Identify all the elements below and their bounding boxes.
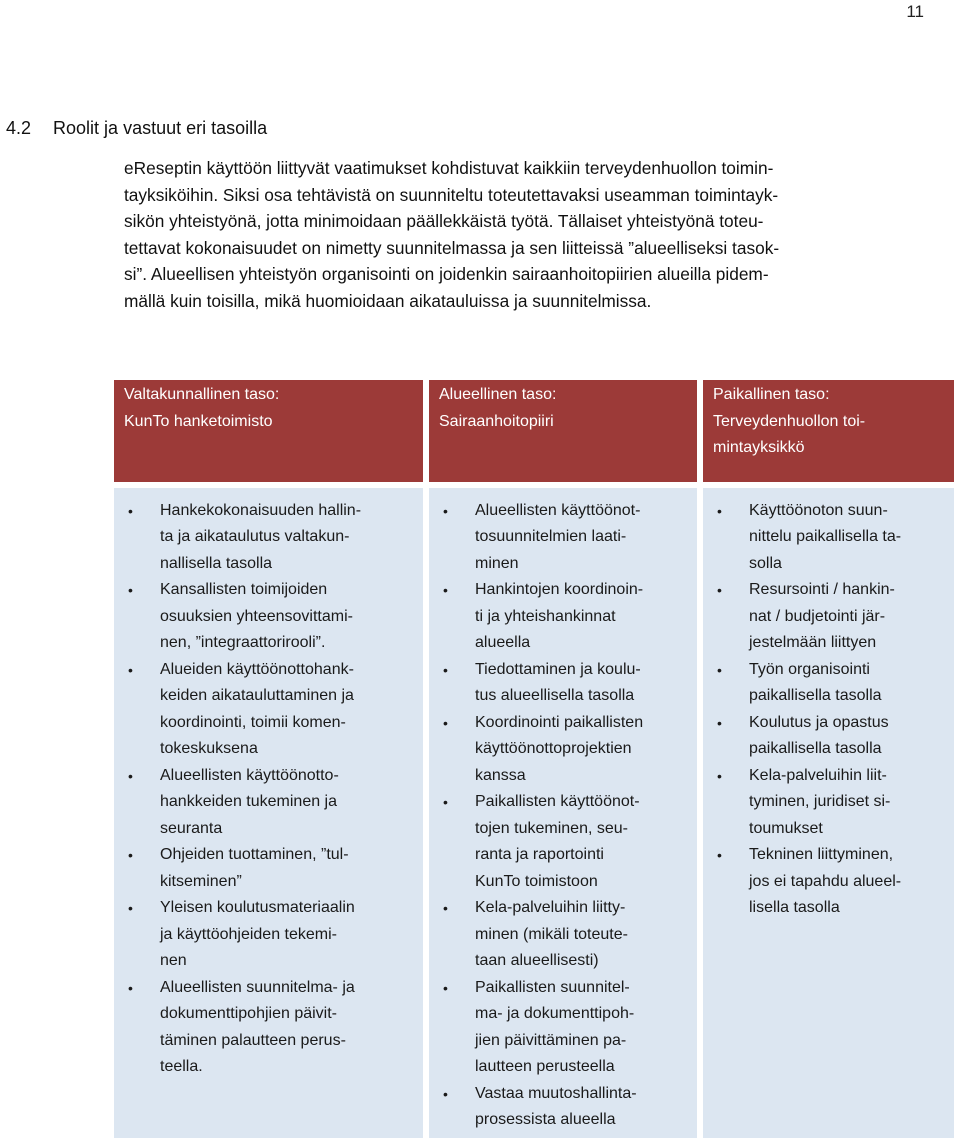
column-header-line: Terveydenhuollon toi- <box>713 412 866 430</box>
list-item-line: alueella <box>475 634 531 651</box>
list-item-line: • Tiedottaminen ja koulu- <box>475 660 641 678</box>
list-item-line: paikallisella tasolla <box>749 740 882 757</box>
list-item-line: lautteen perusteella <box>475 1058 615 1075</box>
list-item-line: nittelu paikallisella ta- <box>749 528 902 545</box>
column-header-line: Valtakunnallinen taso: <box>124 386 280 403</box>
list-item-line: minen (mikäli toteute- <box>475 925 628 943</box>
list-item-line: tokeskuksena <box>160 740 258 757</box>
list-item-line: • Resursointi / hankin- <box>749 581 895 598</box>
list-item <box>122 842 417 895</box>
list-item-line: ranta ja raportointi <box>475 846 604 863</box>
role-list-local <box>711 498 948 922</box>
list-item-line: tus alueellisella tasolla <box>475 687 635 704</box>
list-item-line: • Alueellisten käyttöönot- <box>475 501 641 519</box>
list-item-line: prosessista alueella <box>475 1111 616 1128</box>
list-item-line: • Paikallisten käyttöönot- <box>475 793 640 810</box>
list-item-line: tyminen, juridiset si- <box>749 793 891 810</box>
column-header-regional <box>426 380 700 485</box>
list-item-line: dokumenttipohjien päivit- <box>160 1005 337 1022</box>
roles-table <box>114 380 954 1138</box>
list-item-line: tosuunnitelmien laati- <box>475 528 627 545</box>
column-header-local <box>700 380 954 485</box>
list-item-line: keiden aikatauluttaminen ja <box>160 687 354 704</box>
list-item-line: nen, ”integraattorirooli”. <box>160 634 326 651</box>
list-item <box>122 895 417 975</box>
list-item-line: teella. <box>160 1058 203 1075</box>
list-item-line: jestelmään liittyen <box>749 634 877 651</box>
list-item <box>711 657 948 710</box>
list-item-line: solla <box>749 554 782 572</box>
list-item-line: koordinointi, toimii komen- <box>160 713 346 731</box>
list-item-line: nallisella tasolla <box>160 554 273 572</box>
list-item <box>711 763 948 843</box>
paragraph-line: si”. Alueellisen yhteistyön organisointi on joidenkin sairaanhoitopiirien alueilla pidem- <box>124 264 769 285</box>
column-header-line: Alueellinen taso: <box>439 386 557 403</box>
list-item-line: täminen palautteen perus- <box>160 1031 346 1049</box>
column-cell-regional <box>426 485 700 1138</box>
list-item-line: ma- ja dokumenttipoh- <box>475 1005 635 1022</box>
role-list-national <box>122 498 417 1081</box>
roles-table-body-row <box>114 485 954 1138</box>
paragraph-line: eReseptin käyttöön liittyvät vaatimukset kohdistuvat kaikkiin terveydenhuollon toimin- <box>124 158 774 178</box>
list-item <box>122 975 417 1081</box>
paragraph-line: sikön yhteistyönä, jotta minimoidaan päällekkäistä työtä. Tällaiset yhteistyönä toteu- <box>124 211 764 232</box>
list-item <box>711 498 948 578</box>
list-item-line: seuranta <box>160 819 223 837</box>
section-title: Roolit ja vastuut eri tasoilla <box>53 118 268 138</box>
list-item-line: • Kela-palveluihin liit- <box>749 766 887 784</box>
list-item-line: paikallisella tasolla <box>749 687 882 704</box>
column-header-line: KunTo hanketoimisto <box>124 412 273 430</box>
list-item-line: minen <box>475 554 519 572</box>
list-item-line: käyttöönottoprojektien <box>475 740 632 757</box>
list-item <box>437 657 691 710</box>
role-list-regional <box>437 498 691 1134</box>
list-item-line: • Hankekokonaisuuden hallin- <box>160 501 362 519</box>
list-item <box>122 657 417 763</box>
list-item-line: osuuksien yhteensovittami- <box>160 607 353 625</box>
list-item-line: nat / budjetointi jär- <box>749 607 886 625</box>
list-item-line: toumukset <box>749 819 823 837</box>
list-item <box>711 710 948 763</box>
list-item-line: hankkeiden tukeminen ja <box>160 793 338 810</box>
list-item-line: nen <box>160 952 187 969</box>
column-header-line: Sairaanhoitopiiri <box>439 412 554 430</box>
list-item <box>437 895 691 975</box>
section-number: 4.2 <box>6 118 32 138</box>
list-item-line: • Koordinointi paikallisten <box>475 713 644 731</box>
page-number: 11 <box>906 2 924 21</box>
section-heading <box>6 118 267 139</box>
list-item-line: • Ohjeiden tuottaminen, ”tul- <box>160 846 349 863</box>
list-item <box>122 577 417 657</box>
roles-table-header-row <box>114 380 954 485</box>
list-item-line: • Koulutus ja opastus <box>749 713 889 731</box>
paragraph-line: tettavat kokonaisuudet on nimetty suunnitelmassa ja sen liitteissä ”alueelliseksi tasok- <box>124 237 780 258</box>
list-item-line: • Kansallisten toimijoiden <box>160 581 328 598</box>
list-item-line: • Yleisen koulutusmateriaalin <box>160 899 355 916</box>
list-item <box>437 1081 691 1134</box>
list-item-line: jien päivittäminen pa- <box>475 1031 627 1049</box>
list-item-line: • Paikallisten suunnitel- <box>475 978 630 996</box>
list-item-line: • Työn organisointi <box>749 660 870 678</box>
paragraph-line: mällä kuin toisilla, mikä huomioidaan aikatauluissa ja suunnitelmissa. <box>124 290 652 311</box>
list-item-line: • Alueellisten käyttöönotto- <box>160 766 339 784</box>
list-item-line: KunTo toimistoon <box>475 872 598 890</box>
list-item <box>122 498 417 578</box>
list-item <box>437 975 691 1081</box>
intro-paragraph <box>124 155 960 315</box>
list-item-line: ta ja aikataulutus valtakun- <box>160 528 350 545</box>
list-item <box>437 789 691 895</box>
list-item <box>437 498 691 578</box>
paragraph-line: tayksiköihin. Siksi osa tehtävistä on suunniteltu toteutettavaksi useamman toimintayk- <box>124 184 779 205</box>
list-item-line: ja käyttöohjeiden tekemi- <box>160 925 337 943</box>
list-item-line: taan alueellisesti) <box>475 952 599 969</box>
column-cell-local <box>700 485 954 1138</box>
list-item-line: • Kela-palveluihin liitty- <box>475 899 626 916</box>
list-item-line: • Tekninen liittyminen, <box>749 846 894 863</box>
column-header-line: mintayksikkö <box>713 439 805 456</box>
list-item <box>437 710 691 790</box>
list-item-line: tojen tukeminen, seu- <box>475 819 628 837</box>
list-item-line: • Vastaa muutoshallinta- <box>475 1084 637 1102</box>
list-item-line: kitseminen” <box>160 872 242 890</box>
column-header-national <box>114 380 426 485</box>
list-item <box>711 842 948 922</box>
list-item <box>437 577 691 657</box>
list-item-line: • Alueellisten suunnitelma- ja <box>160 978 355 996</box>
list-item-line: kanssa <box>475 766 526 784</box>
list-item-line: • Alueiden käyttöönottohank- <box>160 660 354 678</box>
list-item-line: lisella tasolla <box>749 899 840 916</box>
column-header-line: Paikallinen taso: <box>713 386 830 403</box>
list-item-line: ti ja yhteishankinnat <box>475 607 616 625</box>
list-item-line: • Hankintojen koordinoin- <box>475 581 644 598</box>
list-item-line: jos ei tapahdu alueel- <box>749 872 902 890</box>
list-item <box>711 577 948 657</box>
column-cell-national <box>114 485 426 1138</box>
list-item-line: • Käyttöönoton suun- <box>749 501 888 519</box>
list-item <box>122 763 417 843</box>
